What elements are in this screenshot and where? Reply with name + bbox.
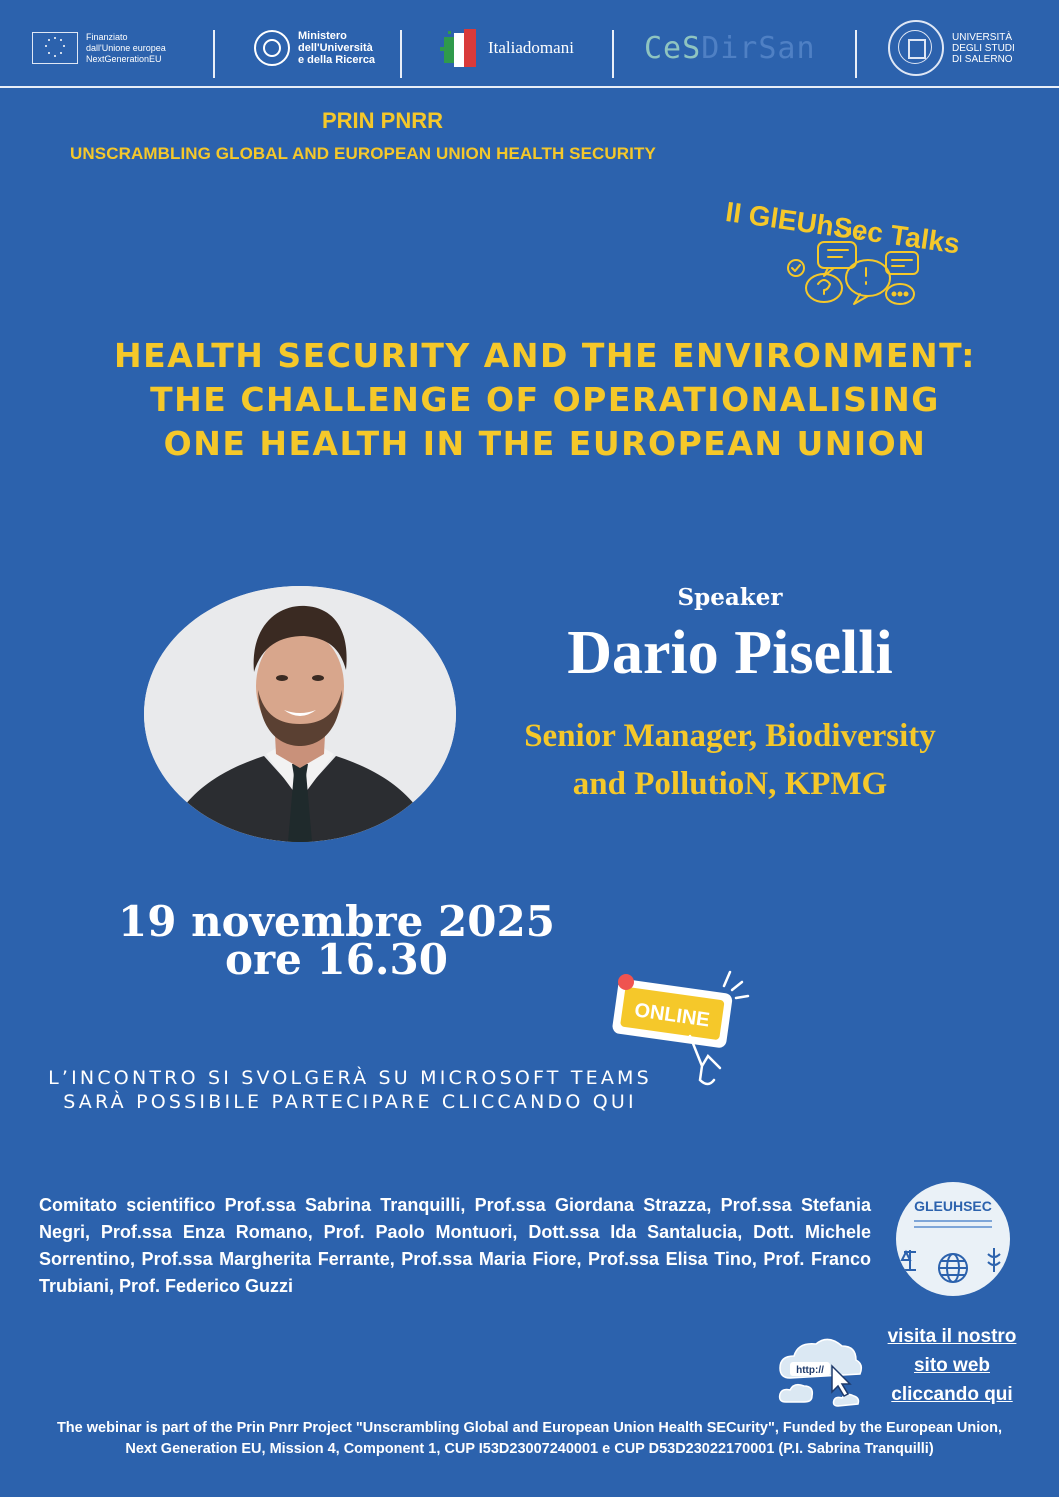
globe-scales-icon — [896, 1230, 1010, 1296]
footer-line: Next Generation EU, Mission 4, Component 1, CUP I53D23007240001 e CUP D53D23022170001 (P.I. Sabrina Tranquilli) — [125, 1441, 934, 1457]
website-link-line: sito web — [913, 1355, 990, 1376]
scientific-committee: Comitato scientifico Prof.ssa Sabrina Tranquilli, Prof.ssa Giordana Strazza, Prof.ssa Stefania Negri, Prof.ssa Enza Romano, Prof. Paolo Montuori, Dott.ssa Ida Santalucia, Dott. Michele Sorrentino, Prof.ssa Margherita Ferrante, Prof.ssa Maria Fiore, Prof.ssa Elisa Tino, Prof. Franco Trubiani, Prof. Federico Guzzi — [39, 1195, 871, 1296]
teams-note-line: SARÀ POSSIBILE PARTECIPARE CLICCANDO QUI — [63, 1091, 637, 1113]
speaker-role-line: and PollutioN, KPMG — [572, 766, 888, 802]
italy-flag-icon — [440, 29, 486, 67]
logo-separator — [400, 30, 402, 78]
mur-logo-line-2: dell'Università — [298, 42, 373, 54]
talk-title — [60, 334, 1030, 466]
teams-note-line: L’INCONTRO SI SVOLGERÀ SU MICROSOFT TEAMS — [48, 1067, 652, 1089]
badge-title: GLEUHSEC — [914, 1198, 992, 1214]
speaker-photo — [144, 586, 456, 842]
talk-title-line: HEALTH SECURITY AND THE ENVIRONMENT: — [114, 336, 976, 375]
university-seal-icon — [888, 20, 944, 76]
italiadomani-text: Italiadomani — [488, 38, 574, 57]
logo-separator — [855, 30, 857, 78]
footer-line: The webinar is part of the Prin Pnrr Project "Unscrambling Global and European Union Health SECurity", Funded by the European Union, — [56, 1420, 1003, 1436]
eu-logo-line-3: NextGenerationEU — [86, 53, 162, 64]
talk-title-line: ONE HEALTH IN THE EUROPEAN UNION — [163, 424, 927, 463]
badge-divider — [914, 1220, 992, 1222]
website-link-line: cliccando qui — [891, 1384, 1013, 1405]
website-link[interactable] — [872, 1322, 1032, 1409]
mur-logo-line-1: Ministero — [298, 30, 347, 42]
project-name: UNSCRAMBLING GLOBAL AND EUROPEAN UNION HEALTH SECURITY — [70, 144, 656, 163]
badge-divider — [914, 1226, 992, 1228]
prin-label: PRIN PNRR — [322, 108, 444, 133]
event-date: 19 novembre 2025 — [118, 897, 555, 946]
mur-logo-line-3: e della Ricerca — [298, 54, 376, 66]
eu-flag-icon — [32, 32, 78, 64]
gleuhsec-badge — [896, 1182, 1010, 1296]
italiadomani-logo — [440, 20, 574, 76]
unisa-line-1: UNIVERSITÀ — [952, 31, 1013, 43]
logo-separator — [612, 30, 614, 78]
cesdirsan-part-1: CeS — [644, 30, 702, 66]
unisa-line-2: DEGLI STUDI — [952, 42, 1015, 54]
cesdirsan-logo — [644, 20, 816, 76]
talk-title-line: THE CHALLENGE OF OPERATIONALISING — [150, 380, 940, 419]
speaker-name: Dario Piselli — [567, 619, 893, 687]
eu-logo-line-1: Finanziato — [86, 31, 128, 42]
header-divider — [0, 86, 1059, 88]
eu-logo-line-2: dall'Unione europea — [86, 42, 166, 53]
website-link-line: visita il nostro — [887, 1326, 1017, 1347]
teams-link[interactable] — [30, 1066, 670, 1114]
website-icon[interactable] — [776, 1336, 866, 1412]
event-time: ore 16.30 — [225, 935, 449, 984]
logo-separator — [213, 30, 215, 78]
unisa-logo — [888, 20, 1015, 76]
online-badge-text: ONLINE — [633, 999, 711, 1032]
speaker-role — [480, 712, 980, 808]
speaker-portrait-illustration — [144, 586, 456, 842]
mur-logo — [254, 20, 375, 76]
republic-seal-icon — [254, 30, 290, 66]
speaker-label: Speaker — [677, 584, 783, 611]
cesdirsan-part-2: DirSan — [701, 30, 816, 66]
series-title: II GlEUhSec Talks — [723, 196, 962, 260]
funding-footer — [0, 1418, 1059, 1460]
speaker-role-line: Senior Manager, Biodiversity — [524, 718, 936, 754]
web-icon-text: http:// — [796, 1365, 824, 1376]
logo-bar — [0, 0, 1059, 88]
eu-funding-logo — [32, 20, 166, 76]
unisa-line-3: DI SALERNO — [952, 53, 1013, 65]
speech-bubbles-icon — [778, 226, 928, 316]
